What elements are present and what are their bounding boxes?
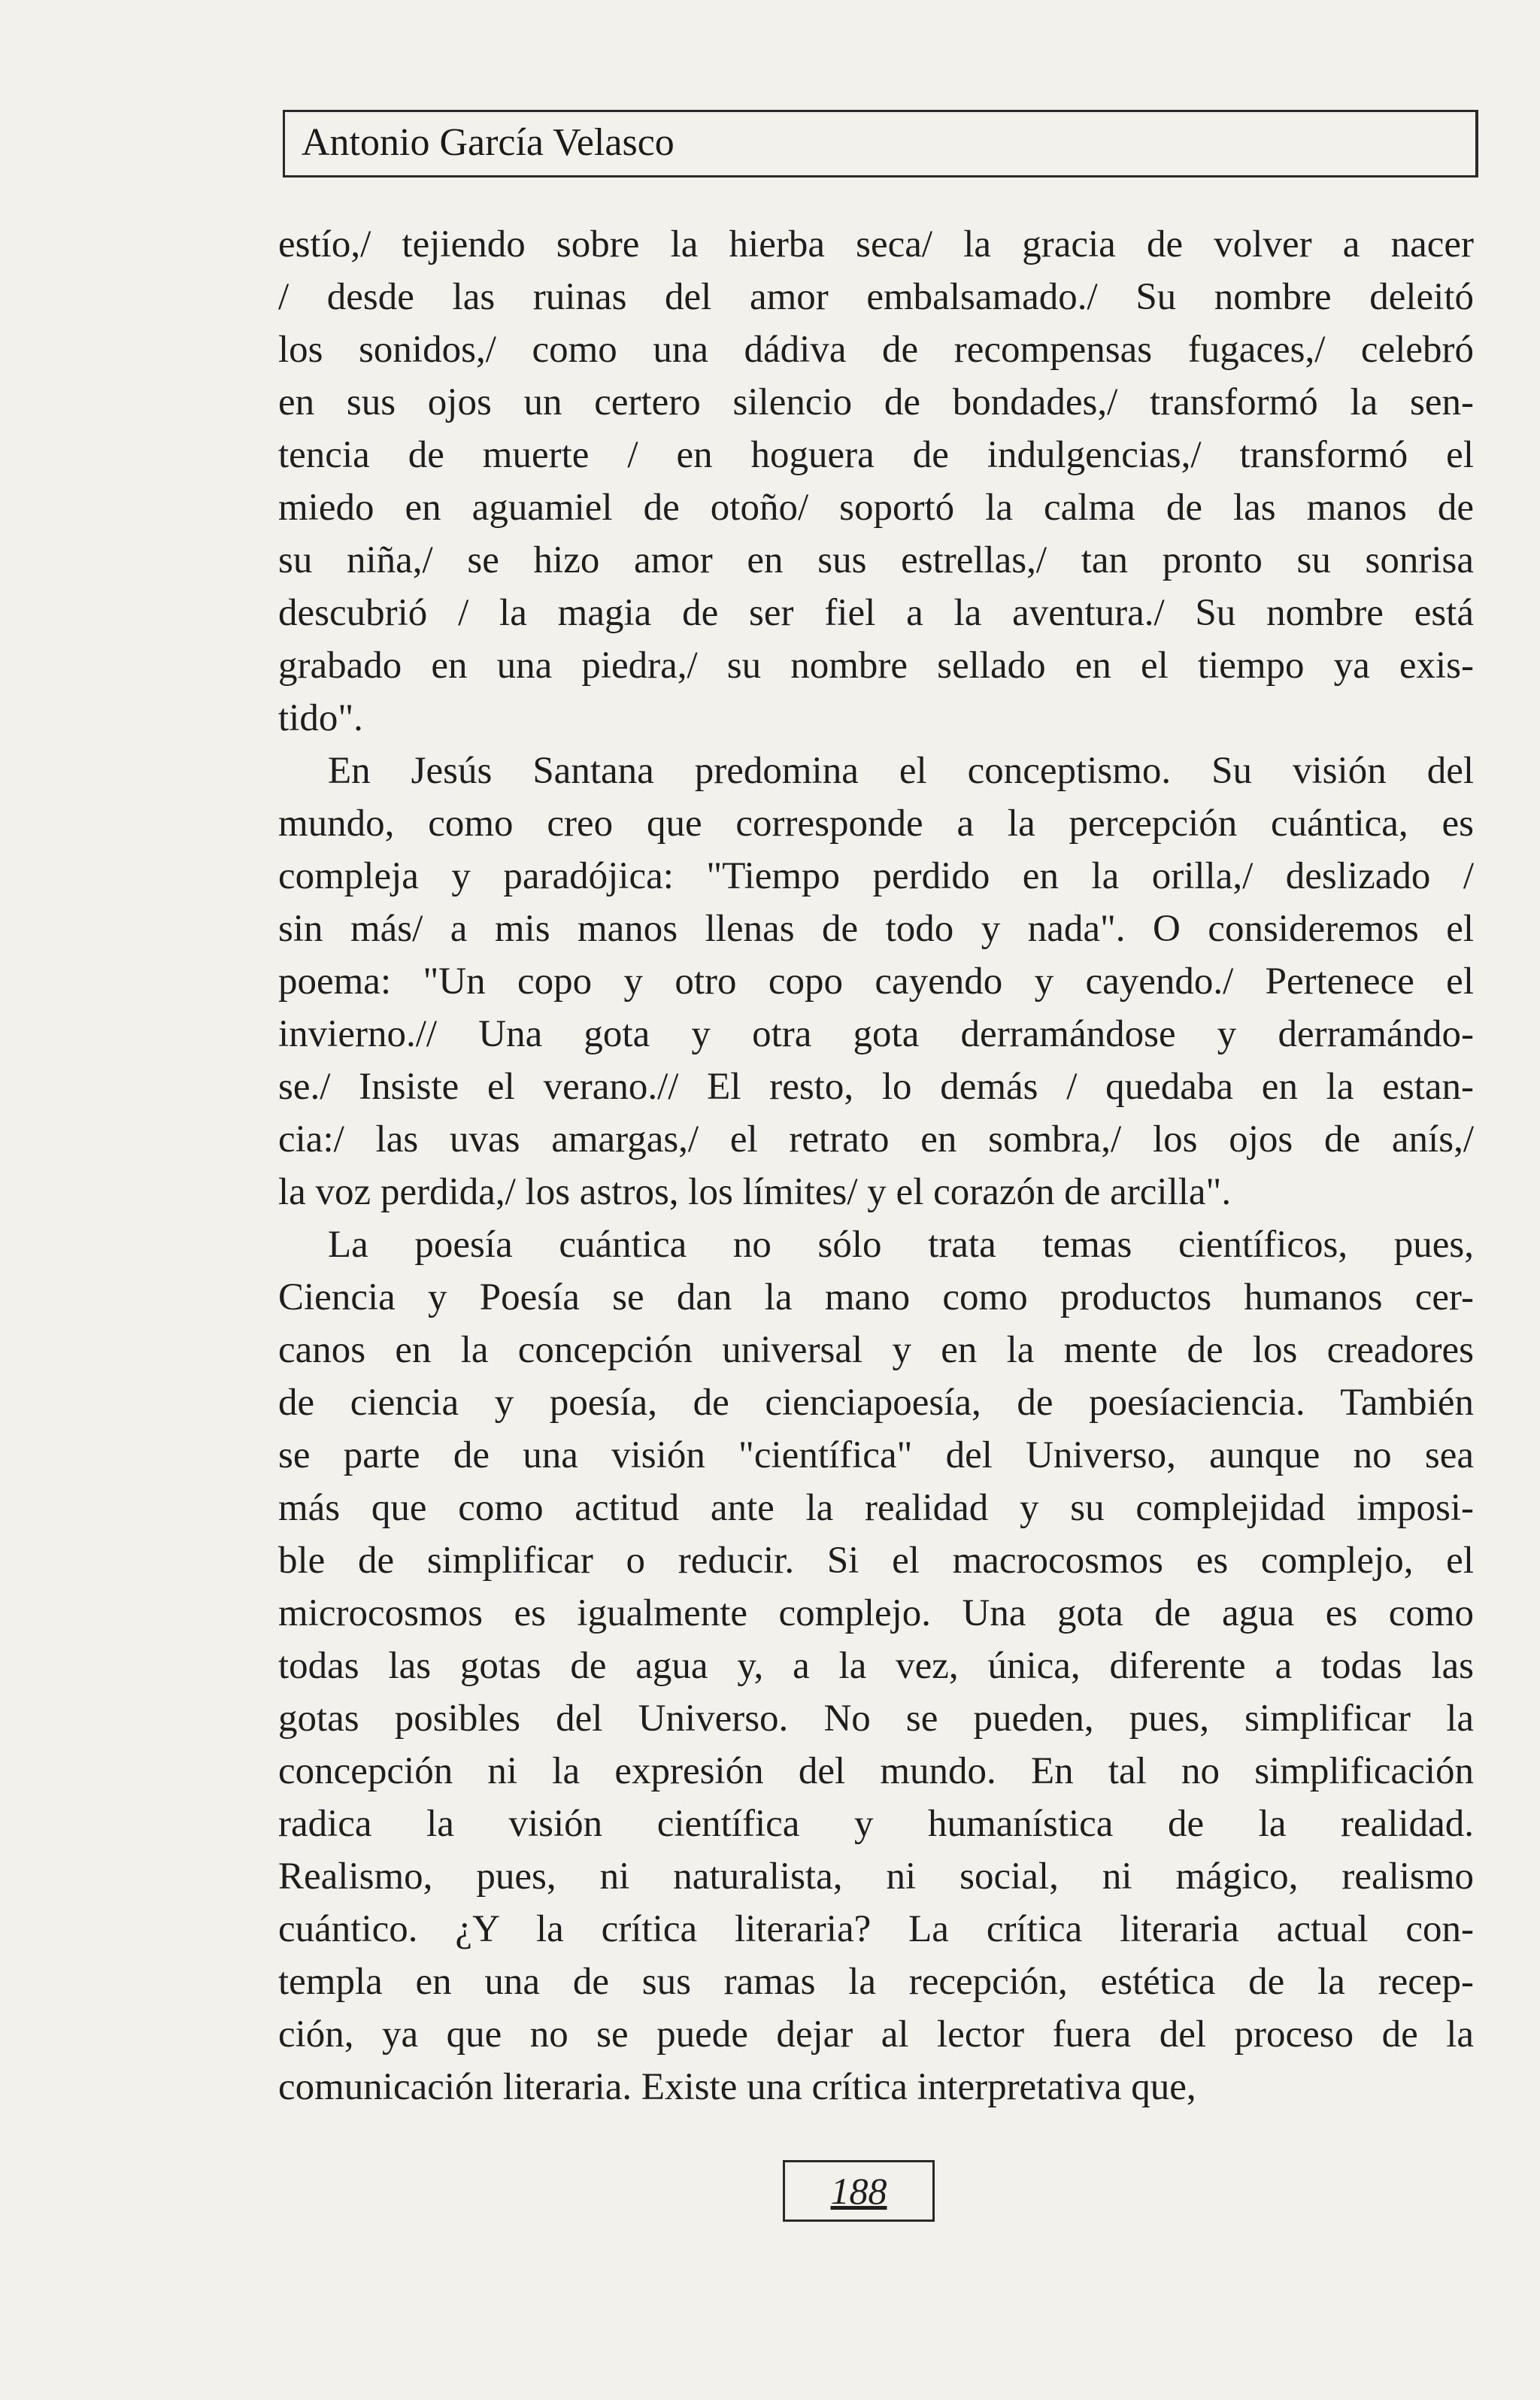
text-line: La poesía cuántica no sólo trata temas científicos, pues,: [328, 1224, 1474, 1266]
running-header: [283, 110, 1478, 177]
text-line: tido".: [278, 697, 363, 739]
page-number: 188: [830, 2170, 887, 2212]
text-line: mundo, como creo que corresponde a la percepción cuántica, es: [278, 803, 1474, 845]
text-line: miedo en aguamiel de otoño/ soportó la calma de las manos de: [278, 487, 1474, 529]
text-line: canos en la concepción universal y en la mente de los creadores: [278, 1329, 1474, 1371]
text-line: grabado en una piedra,/ su nombre sellado en el tiempo ya exis-: [278, 645, 1474, 687]
paragraph: [278, 745, 1474, 1218]
text-line: En Jesús Santana predomina el conceptismo. Su visión del: [328, 750, 1474, 792]
text-line: todas las gotas de agua y, a la vez, única, diferente a todas las: [278, 1645, 1474, 1687]
text-line: sin más/ a mis manos llenas de todo y nada". O consideremos el: [278, 908, 1474, 950]
text-line: radica la visión científica y humanística de la realidad.: [278, 1803, 1474, 1845]
text-line: en sus ojos un certero silencio de bondades,/ transformó la sen-: [278, 381, 1474, 423]
text-line: los sonidos,/ como una dádiva de recompensas fugaces,/ celebró: [278, 329, 1474, 371]
text-line: concepción ni la expresión del mundo. En tal no simplificación: [278, 1750, 1474, 1792]
text-line: poema: "Un copo y otro copo cayendo y cayendo./ Pertenece el: [278, 960, 1474, 1003]
body-text: [278, 218, 1474, 2113]
text-line: comunicación literaria. Existe una crítica interpretativa que,: [278, 2066, 1196, 2108]
text-line: estío,/ tejiendo sobre la hierba seca/ la gracia de volver a nacer: [278, 223, 1474, 265]
text-line: microcosmos es igualmente complejo. Una gota de agua es como: [278, 1592, 1474, 1634]
text-line: Ciencia y Poesía se dan la mano como productos humanos cer-: [278, 1276, 1474, 1318]
text-line: se./ Insiste el verano.// El resto, lo demás / quedaba en la estan-: [278, 1066, 1474, 1108]
text-line: de ciencia y poesía, de cienciapoesía, de poesíaciencia. También: [278, 1382, 1474, 1424]
text-line: se parte de una visión "científica" del Universo, aunque no sea: [278, 1434, 1474, 1476]
text-line: / desde las ruinas del amor embalsamado./ Su nombre deleitó: [278, 276, 1474, 318]
text-line: ción, ya que no se puede dejar al lector fuera del proceso de la: [278, 2013, 1474, 2056]
text-line: tencia de muerte / en hoguera de indulgencias,/ transformó el: [278, 434, 1474, 476]
paragraph: [278, 218, 1474, 745]
text-line: invierno.// Una gota y otra gota derramándose y derramándo-: [278, 1013, 1474, 1055]
paragraph: [278, 1218, 1474, 2113]
text-line: cia:/ las uvas amargas,/ el retrato en sombra,/ los ojos de anís,/: [278, 1118, 1474, 1161]
text-line: más que como actitud ante la realidad y su complejidad imposi-: [278, 1487, 1474, 1529]
author-name: Antonio García Velasco: [302, 121, 675, 164]
text-line: compleja y paradójica: "Tiempo perdido en la orilla,/ deslizado /: [278, 855, 1474, 897]
text-line: su niña,/ se hizo amor en sus estrellas,/ tan pronto su sonrisa: [278, 539, 1474, 581]
text-line: templa en una de sus ramas la recepción, estética de la recep-: [278, 1961, 1474, 2003]
text-line: gotas posibles del Universo. No se pueden, pues, simplificar la: [278, 1698, 1474, 1740]
text-line: cuántico. ¿Y la crítica literaria? La crítica literaria actual con-: [278, 1908, 1474, 1950]
text-line: ble de simplificar o reducir. Si el macrocosmos es complejo, el: [278, 1540, 1474, 1582]
text-line: descubrió / la magia de ser fiel a la aventura./ Su nombre está: [278, 592, 1474, 634]
text-line: la voz perdida,/ los astros, los límites/ y el corazón de arcilla".: [278, 1171, 1232, 1213]
page-number-box: [783, 2160, 935, 2222]
text-line: Realismo, pues, ni naturalista, ni social, ni mágico, realismo: [278, 1855, 1474, 1898]
